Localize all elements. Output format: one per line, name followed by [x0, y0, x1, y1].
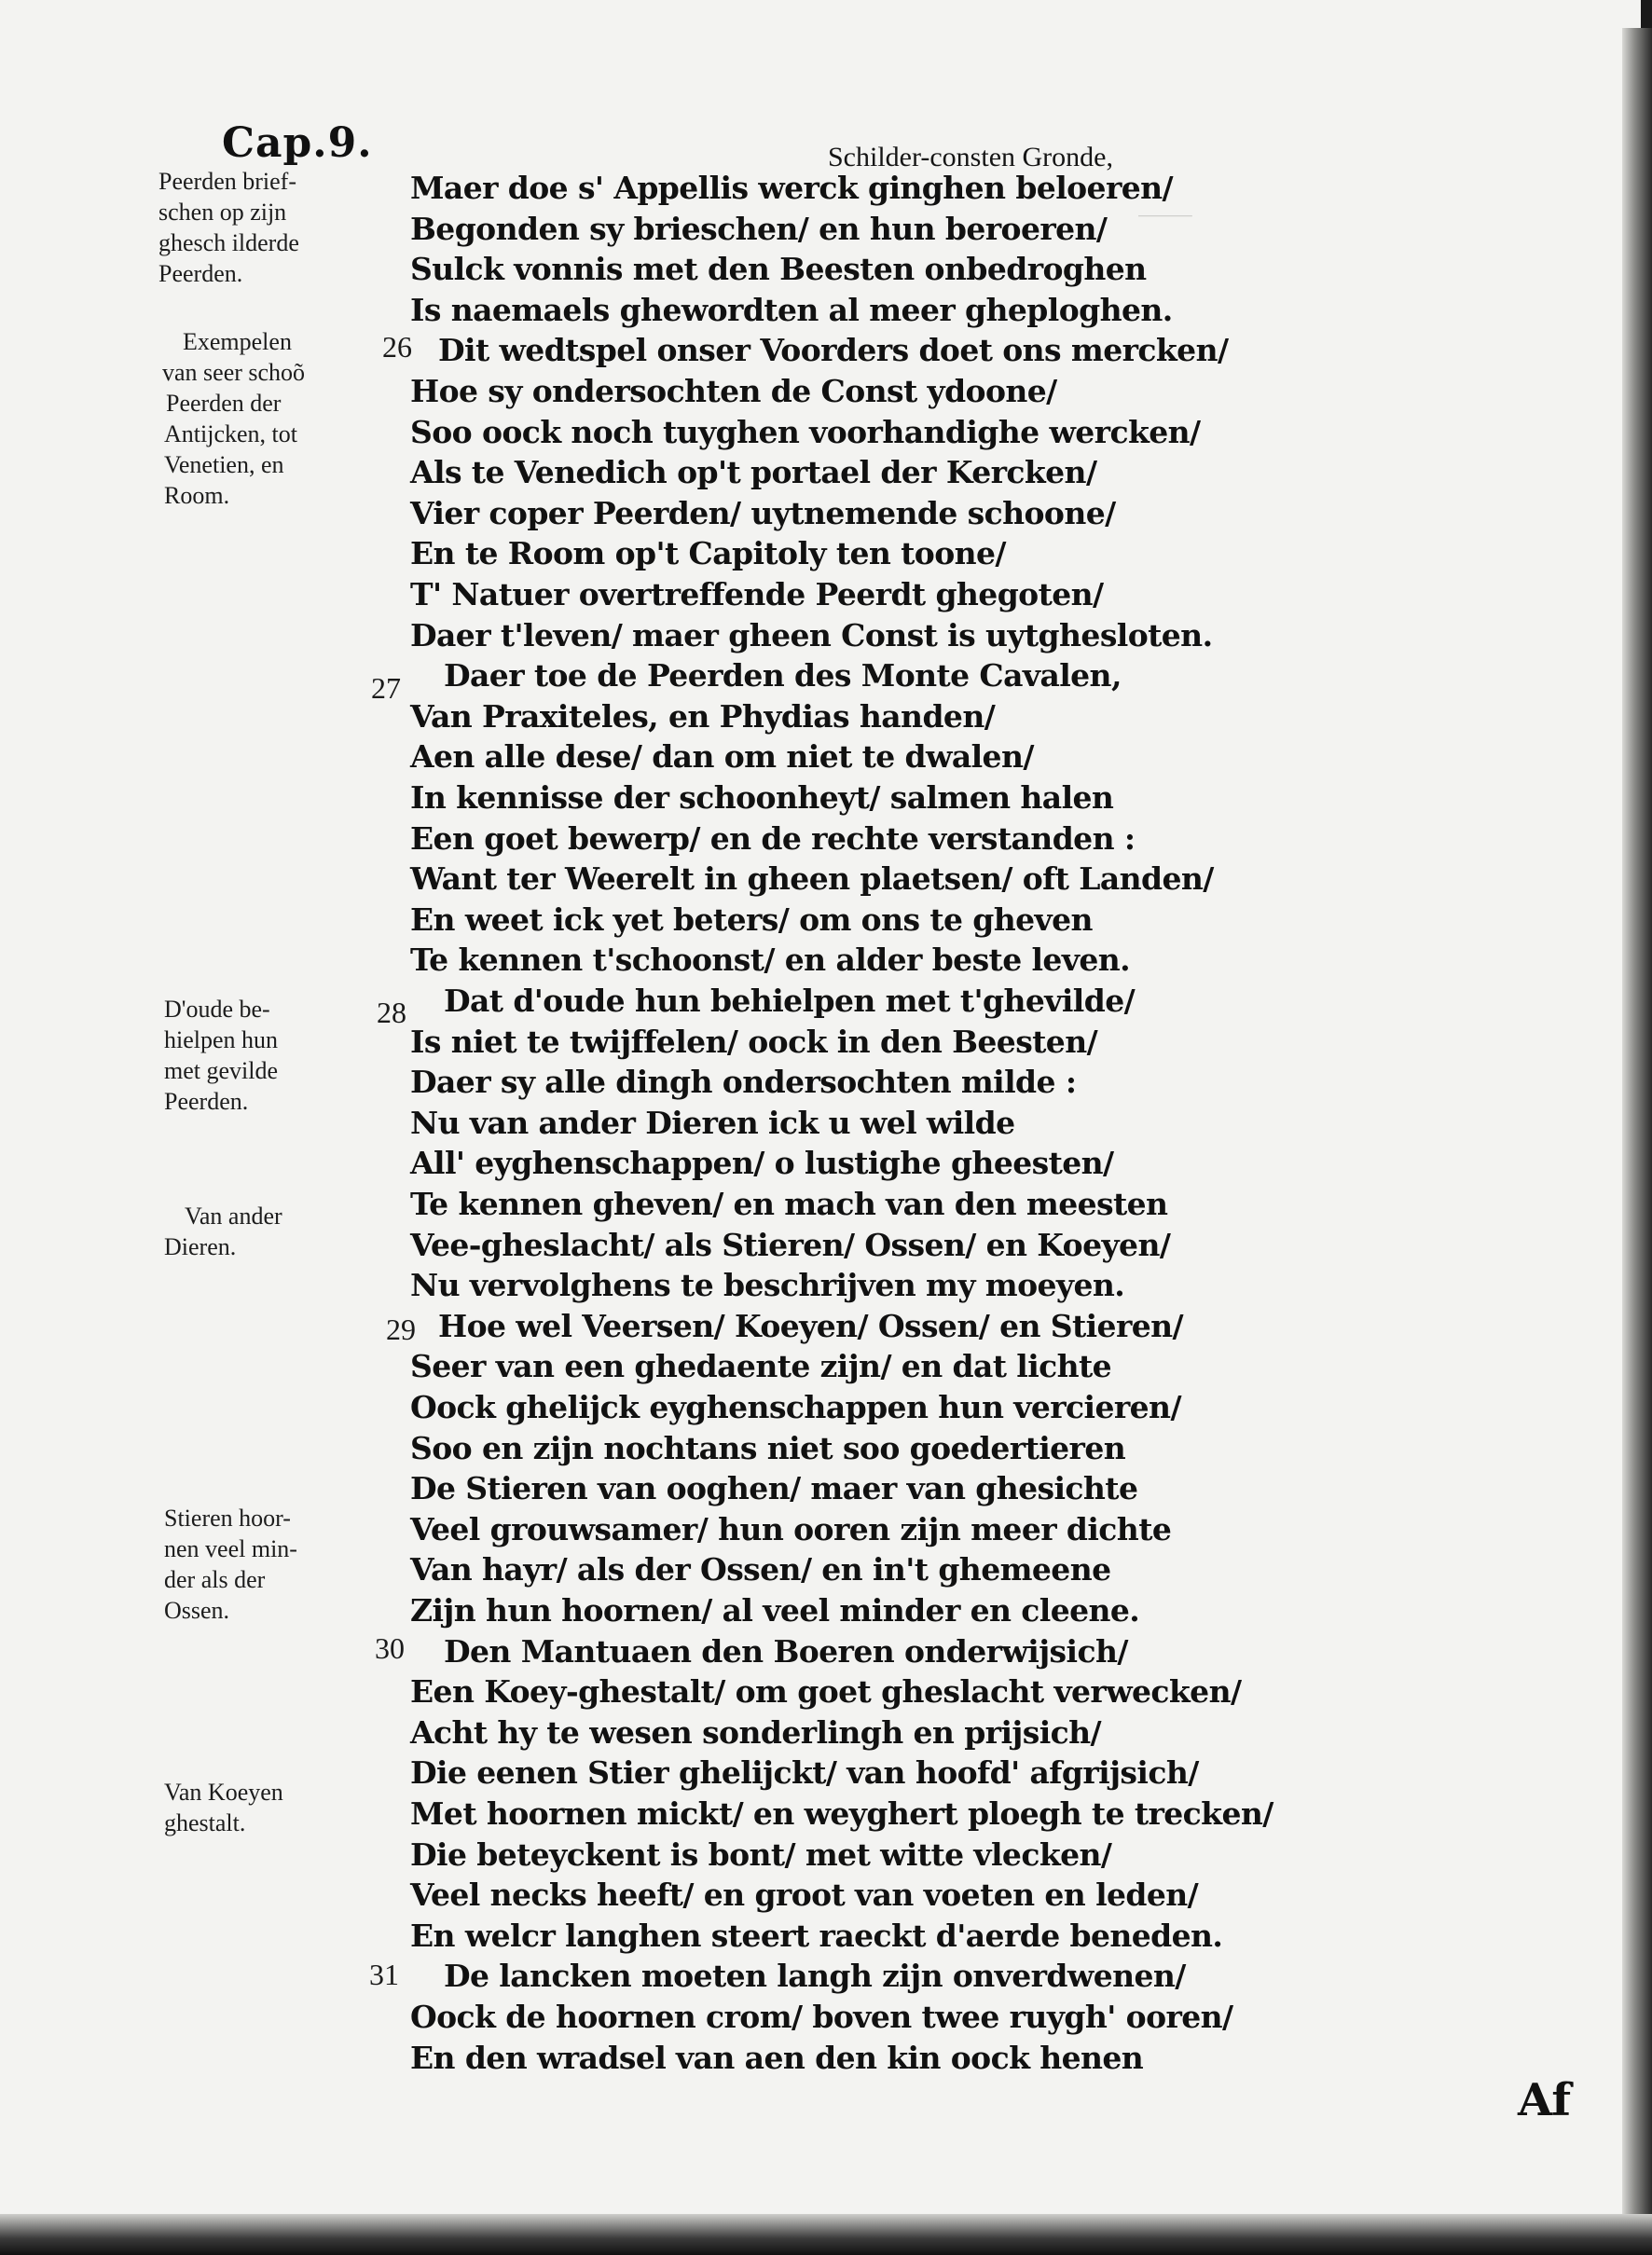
verse-line: Zijn hun hoornen/ al veel minder en cleene. [410, 1592, 1140, 1629]
margin-note [158, 166, 382, 289]
margin-note-line: Dieren. [164, 1233, 237, 1260]
margin-note [164, 1201, 388, 1262]
verse-line: Die eenen Stier ghelijckt/ van hoofd' afgrijsich/ [410, 1754, 1199, 1791]
margin-note-line: Stieren hoor- [164, 1505, 291, 1532]
margin-note-line: ghesch ilderde [158, 229, 299, 256]
verse-line: In kennisse der schoonheyt/ salmen halen [410, 779, 1114, 816]
margin-note-line: Ossen. [164, 1597, 230, 1624]
verse-line: Die beteyckent is bont/ met witte vlecken/ [410, 1836, 1112, 1873]
verse-line: Te kennen t'schoonst/ en alder beste leven. [410, 942, 1131, 978]
stanza-number: 30 [375, 1631, 405, 1665]
verse-line: Vee-gheslacht/ als Stieren/ Ossen/ en Koeyen/ [410, 1227, 1171, 1263]
verse-line: Hoe wel Veersen/ Koeyen/ Ossen/ en Stieren/ [438, 1308, 1183, 1344]
verse-line: Van Praxiteles, en Phydias handen/ [410, 698, 996, 735]
margin-note-line: Van ander [185, 1203, 282, 1230]
verse-line: Daer toe de Peerden des Monte Cavalen, [444, 657, 1122, 694]
margin-note-line: Peerden. [164, 1088, 249, 1115]
verse-line: Nu van ander Dieren ick u wel wilde [410, 1105, 1015, 1141]
margin-note-line: Room. [164, 482, 230, 509]
margin-note-line: Peerden der [166, 390, 282, 417]
verse-line: De lancken moeten langh zijn onverdwenen/ [444, 1958, 1186, 1994]
verse-line: Seer van een ghedaente zijn/ en dat lichte [410, 1348, 1112, 1384]
margin-note-line: Van Koeyen [164, 1779, 283, 1806]
verse-line: Vier coper Peerden/ uytnemende schoone/ [410, 495, 1116, 531]
verse-line: All' eyghenschappen/ o lustighe gheesten/ [410, 1145, 1114, 1181]
verse-line: Want ter Weerelt in gheen plaetsen/ oft Landen/ [410, 860, 1214, 897]
verse-line: En weet ick yet beters/ om ons te gheven [410, 901, 1093, 938]
verse-line: Soo en zijn nochtans niet soo goedertieren [410, 1430, 1126, 1466]
verse-line: T' Natuer overtreffende Peerdt ghegoten/ [410, 576, 1104, 612]
verse-line: Den Mantuaen den Boeren onderwijsich/ [444, 1633, 1128, 1670]
verse-line: Met hoornen mickt/ en weyghert ploegh te trecken/ [410, 1795, 1273, 1832]
margin-note-line: van seer schoõ [162, 359, 306, 386]
stanza-number: 29 [386, 1313, 416, 1346]
verse-line: Dat d'oude hun behielpen met t'ghevilde/ [444, 983, 1136, 1019]
book-bottom-edge [0, 2214, 1652, 2255]
verse-line: Begonden sy brieschen/ en hun beroeren/ [410, 211, 1108, 247]
margin-note-line: schen op zijn [158, 199, 287, 226]
verse-line: En den wradsel van aen den kin oock henen [410, 2040, 1144, 2076]
verse-line: Als te Venedich op't portael der Kercken/ [410, 454, 1097, 490]
verse-line: Van hayr/ als der Ossen/ en in't ghemeene [410, 1551, 1111, 1588]
signature-mark: Af [1518, 2074, 1572, 2126]
verse-line: Maer doe s' Appellis werck ginghen beloeren/ [410, 170, 1173, 206]
verse-line: Oock ghelijck eyghenschappen hun vercieren/ [410, 1389, 1181, 1425]
margin-note [162, 326, 406, 511]
verse-line: Een Koey-ghestalt/ om goet gheslacht verwecken/ [410, 1673, 1242, 1710]
margin-note-line: der als der [164, 1566, 266, 1593]
verse-line: Nu vervolghens te beschrijven my moeyen. [410, 1267, 1125, 1303]
verse-line: Daer t'leven/ maer gheen Const is uytghesloten. [410, 617, 1213, 653]
bleed-through-text: ⸻ [1137, 201, 1193, 227]
running-title: Schilder-consten Gronde, [828, 142, 1113, 172]
verse-line: Oock de hoornen crom/ boven twee ruygh' ooren/ [410, 1999, 1233, 2035]
verse-line: Soo oock noch tuyghen voorhandighe wercken/ [410, 414, 1201, 450]
verse-line: Is naemaels ghewordten al meer gheploghen. [410, 292, 1173, 328]
margin-note-line: Venetien, en [164, 451, 284, 478]
stanza-number: 31 [369, 1958, 399, 1991]
margin-note-line: Antijcken, tot [164, 420, 297, 447]
margin-note [164, 1777, 388, 1838]
verse-line: De Stieren van ooghen/ maer van ghesichte [410, 1470, 1138, 1506]
verse-line: En te Room op't Capitoly ten toone/ [410, 535, 1006, 571]
verse-line: Daer sy alle dingh ondersochten milde : [410, 1064, 1077, 1100]
margin-note-line: Exempelen [183, 328, 292, 355]
verse-line: En welcr langhen steert raeckt d'aerde beneden. [410, 1918, 1223, 1954]
chapter-heading: Cap.9. [222, 119, 373, 167]
verse-line: Te kennen gheven/ en mach van den meesten [410, 1186, 1168, 1222]
margin-note [164, 1503, 388, 1626]
margin-note-line: met gevilde [164, 1057, 279, 1084]
verse-line: Acht hy te wesen sonderlingh en prijsich/ [410, 1714, 1101, 1751]
verse-line: Veel grouwsamer/ hun ooren zijn meer dichte [410, 1511, 1172, 1547]
stanza-number: 28 [377, 996, 406, 1029]
verse-line: Dit wedtspel onser Voorders doet ons mercken/ [438, 332, 1229, 368]
margin-note [164, 994, 388, 1117]
margin-note-line: nen veel min- [164, 1535, 297, 1562]
verse-line: Een goet bewerp/ en de rechte verstanden : [410, 820, 1136, 857]
margin-note-line: Peerden. [158, 260, 243, 287]
verse-line: Hoe sy ondersochten de Const ydoone/ [410, 373, 1057, 409]
verse-line: Veel necks heeft/ en groot van voeten en leden/ [410, 1877, 1199, 1913]
stanza-number: 27 [371, 671, 401, 705]
margin-note-line: Peerden brief- [158, 168, 296, 195]
verse-line: Is niet te twijffelen/ oock in den Beesten/ [410, 1024, 1098, 1060]
verse-line: Sulck vonnis met den Beesten onbedroghen [410, 251, 1147, 287]
margin-note-line: hielpen hun [164, 1026, 279, 1053]
margin-note-line: ghestalt. [164, 1809, 246, 1836]
stanza-number: 26 [382, 330, 412, 364]
book-right-edge [1622, 28, 1652, 2228]
margin-note-line: D'oude be- [164, 996, 270, 1023]
verse-line: Aen alle dese/ dan om niet te dwalen/ [410, 738, 1034, 775]
